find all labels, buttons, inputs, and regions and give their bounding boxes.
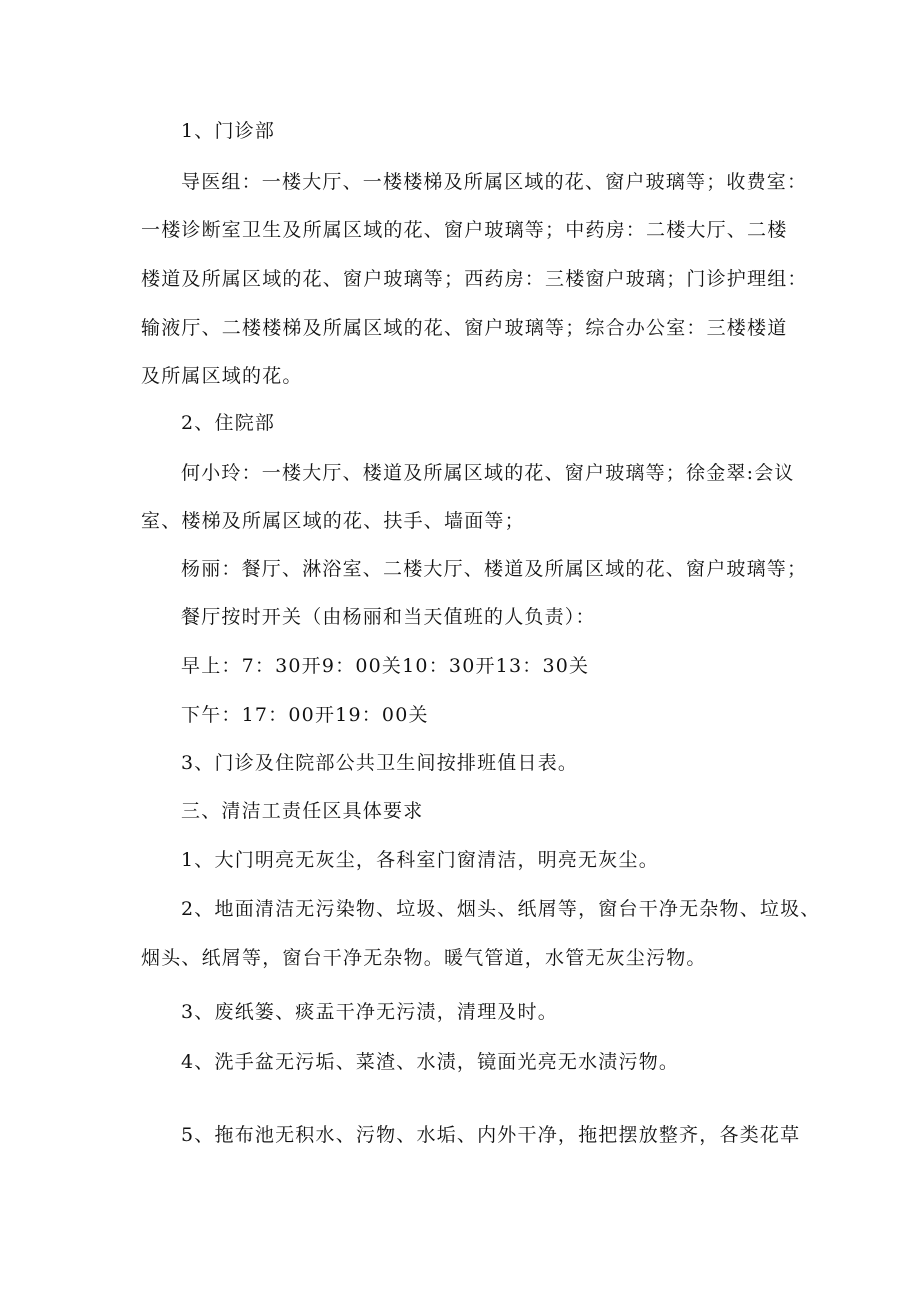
heading-outpatient: 1、门诊部	[181, 120, 276, 142]
requirement-item: 4、洗手盆无污垢、菜渣、水渍，镜面光亮无水渍污物。	[181, 1051, 680, 1073]
paragraph-line: 输液厅、二楼楼梯及所属区域的花、窗户玻璃等；综合办公室：三楼楼道	[141, 317, 788, 339]
paragraph-line: 何小玲：一楼大厅、楼道及所属区域的花、窗户玻璃等；徐金翠:会议	[181, 462, 795, 484]
paragraph-line: 3、门诊及住院部公共卫生间按排班值日表。	[181, 752, 579, 774]
schedule-morning: 早上：7：30开9：00关10：30开13：30关	[181, 655, 590, 677]
schedule-afternoon: 下午：17：00开19：00关	[181, 704, 429, 726]
paragraph-line: 餐厅按时开关（由杨丽和当天值班的人负责）：	[181, 606, 596, 628]
paragraph-line: 室、楼梯及所属区域的花、扶手、墙面等；	[141, 510, 525, 532]
paragraph-line: 楼道及所属区域的花、窗户玻璃等；西药房：三楼窗户玻璃；门诊护理组：	[141, 268, 808, 290]
requirement-item: 5、拖布池无积水、污物、水垢、内外干净，拖把摆放整齐，各类花草	[181, 1124, 801, 1146]
paragraph-line: 导医组：一楼大厅、一楼楼梯及所属区域的花、窗户玻璃等；收费室：	[181, 171, 808, 193]
paragraph-line: 烟头、纸屑等，窗台干净无杂物。暖气管道，水管无灰尘污物。	[141, 947, 707, 969]
paragraph-line: 杨丽：餐厅、淋浴室、二楼大厅、楼道及所属区域的花、窗户玻璃等；	[181, 558, 808, 580]
paragraph-line: 及所属区域的花。	[141, 365, 303, 387]
paragraph-line: 一楼诊断室卫生及所属区域的花、窗户玻璃等；中药房：二楼大厅、二楼	[141, 219, 788, 241]
heading-inpatient: 2、住院部	[181, 412, 276, 434]
requirement-item: 2、地面清洁无污染物、垃圾、烟头、纸屑等，窗台干净无杂物、垃圾、	[181, 898, 821, 920]
requirement-item: 3、废纸篓、痰盂干净无污渍，清理及时。	[181, 1001, 558, 1023]
requirement-item: 1、大门明亮无灰尘，各科室门窗清洁，明亮无灰尘。	[181, 849, 659, 871]
section-heading: 三、清洁工责任区具体要求	[181, 800, 424, 822]
